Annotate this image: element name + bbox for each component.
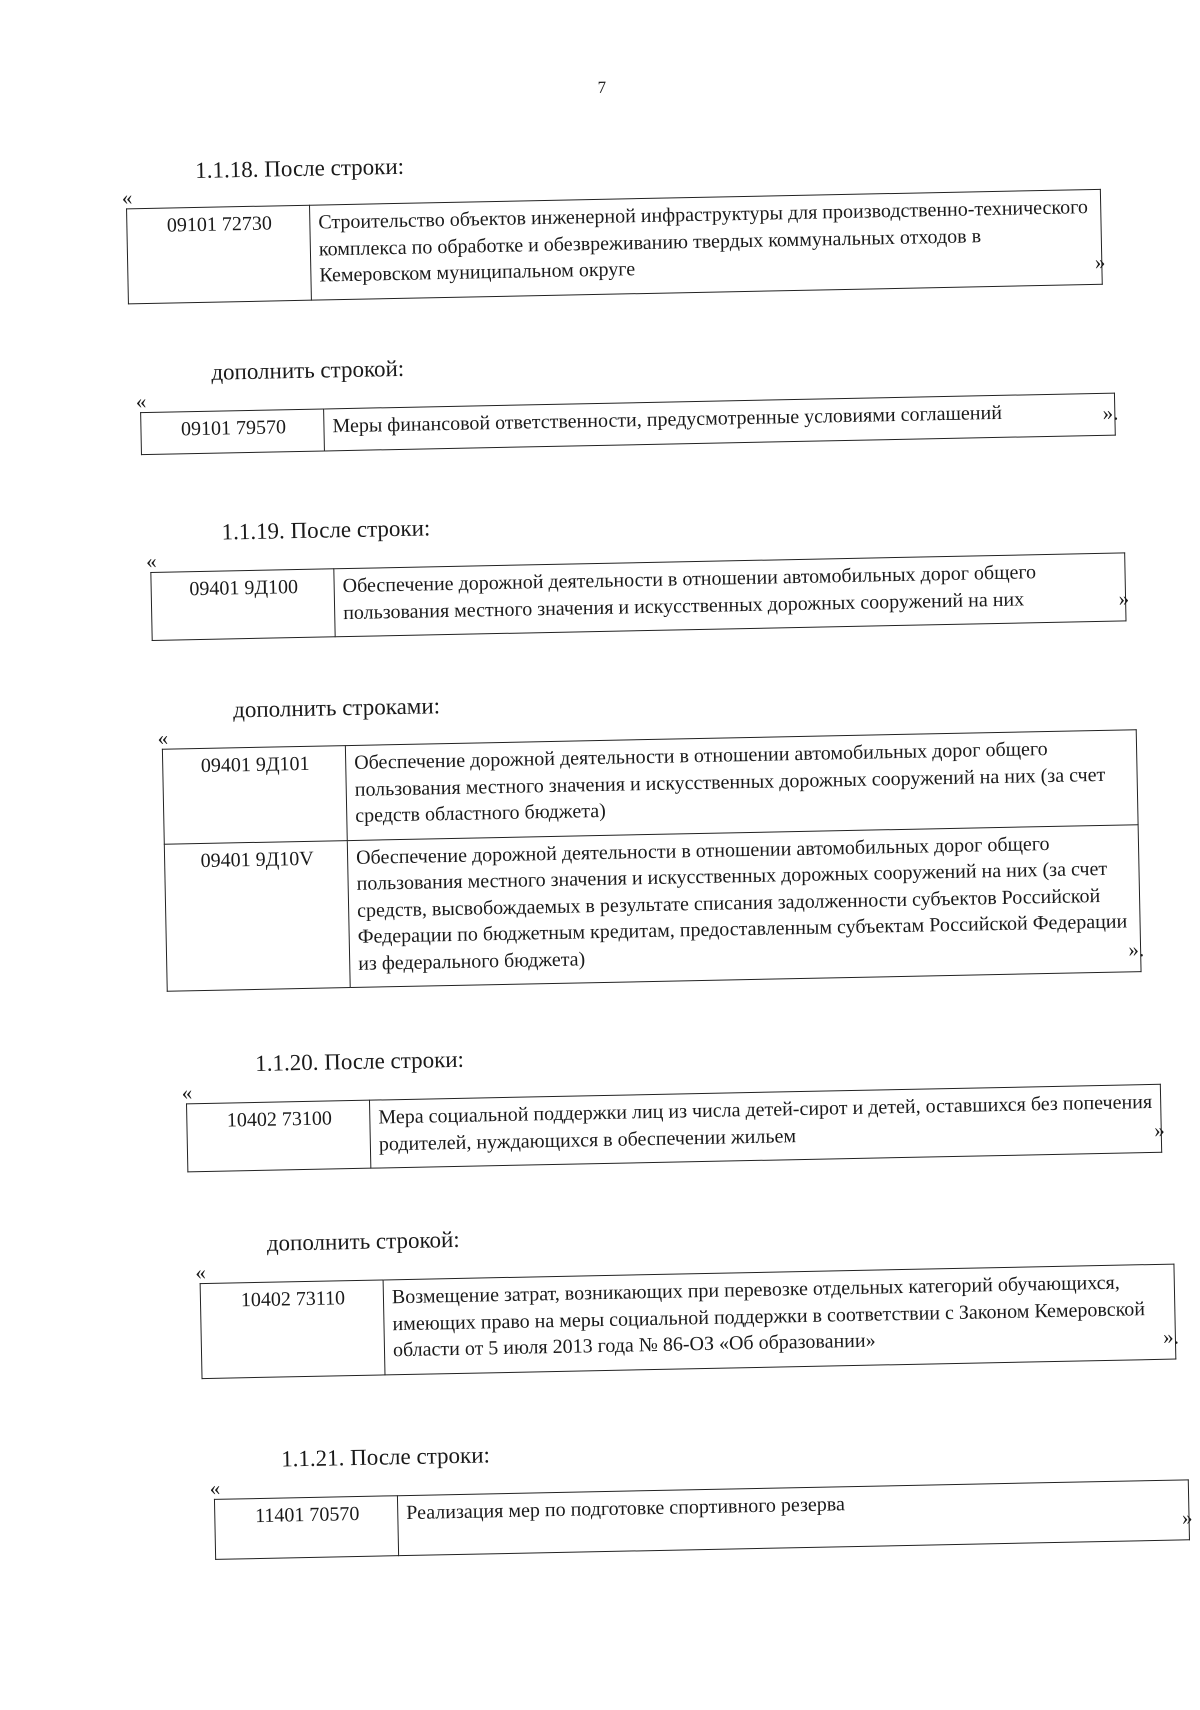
opening-quote: « [195, 1260, 207, 1285]
opening-quote: « [121, 185, 133, 210]
closing-quote: » [1181, 1505, 1193, 1530]
code-table-block [145, 537, 1130, 641]
code-table [140, 393, 1119, 455]
code-table-block [195, 1249, 1180, 1379]
page-number: 7 [597, 77, 607, 97]
section-heading-add-row: дополнить строкой: [211, 355, 405, 385]
closing-quote: ». [1102, 400, 1119, 425]
code-table-block [121, 174, 1106, 304]
code-table [214, 1479, 1190, 1560]
code-table [150, 552, 1126, 641]
code-table [162, 729, 1145, 992]
section-heading-1-1-18: 1.1.18. После строки: [195, 153, 405, 183]
table-row [164, 824, 1141, 991]
budget-code: 10402 73110 [200, 1280, 385, 1378]
closing-quote: ». [1162, 1323, 1180, 1349]
budget-code: 09401 9Д101 [162, 746, 347, 844]
table-row [127, 189, 1103, 303]
section-heading-add-rows: дополнить строками: [232, 693, 441, 723]
budget-code: 10402 73100 [187, 1100, 371, 1172]
expense-name: Мера социальной поддержки лиц из числа детей-сирот и детей, оставшихся без попечения родителей, нуждающихся в обеспечении жильем [369, 1084, 1161, 1168]
opening-quote: « [181, 1080, 193, 1105]
expense-name: Возмещение затрат, возникающих при перевозке отдельных категорий обучающихся, имеющих право на меры социальной поддержки в соответствии с Законом Кемеровской области от 5 июля 2013 года № 86-ОЗ «Об образовании» [383, 1264, 1176, 1374]
expense-name: Меры финансовой ответственности, предусмотренные условиями соглашений [324, 393, 1116, 450]
code-table [200, 1264, 1180, 1379]
table-row [214, 1480, 1189, 1560]
budget-code: 09101 72730 [127, 205, 312, 303]
table-row [187, 1084, 1162, 1172]
closing-quote: » [1153, 1117, 1165, 1142]
expense-name: Обеспечение дорожной деятельности в отношении автомобильных дорог общего пользования местного значения и искусственных дорожных сооружений на них [334, 553, 1126, 637]
table-row [141, 393, 1116, 454]
code-table-block [181, 1069, 1165, 1173]
section-heading-1-1-20: 1.1.20. После строки: [254, 1046, 465, 1076]
budget-code: 09101 79570 [141, 409, 325, 454]
closing-quote: » [1118, 586, 1130, 611]
code-table [126, 189, 1103, 304]
expense-name: Реализация мер по подготовке спортивного резерва [397, 1480, 1189, 1556]
expense-name: Обеспечение дорожной деятельности в отношении автомобильных дорог общего пользования местного значения и искусственных дорожных сооружений на них (за счет средств областного бюджета) [345, 730, 1138, 840]
code-table-block [157, 714, 1145, 992]
section-heading-1-1-19: 1.1.19. После строки: [221, 515, 431, 545]
opening-quote: « [157, 725, 169, 750]
budget-code: 09401 9Д100 [151, 569, 335, 641]
table-row [151, 553, 1126, 641]
section-heading-add-row: дополнить строкой: [266, 1226, 460, 1256]
expense-name: Строительство объектов инженерной инфраструктуры для производственно-технического комплекса по обработке и обезвреживанию твердых коммунальных отходов в Кемеровском муниципальном округе [310, 189, 1103, 299]
code-table-block [209, 1464, 1193, 1560]
opening-quote: « [135, 389, 147, 414]
budget-code: 09401 9Д10V [164, 840, 350, 991]
closing-quote: » [1094, 249, 1106, 274]
opening-quote: « [145, 548, 157, 574]
expense-name: Обеспечение дорожной деятельности в отношении автомобильных дорог общего пользования местного значения и искусственных дорожных сооружений на них (за счет средств, высвобождаемых в результате списания задолженности субъектов Российской Федерации по бюджетным кредитам, предоставленным субъектам Российской Федерации из федерального бюджета) [347, 824, 1141, 987]
section-heading-1-1-21: 1.1.21. После строки: [280, 1442, 491, 1472]
budget-code: 11401 70570 [214, 1496, 398, 1560]
code-table-block [135, 378, 1119, 455]
opening-quote: « [209, 1475, 221, 1500]
table-row [200, 1264, 1176, 1378]
closing-quote: ». [1128, 937, 1145, 962]
code-table [186, 1084, 1162, 1173]
